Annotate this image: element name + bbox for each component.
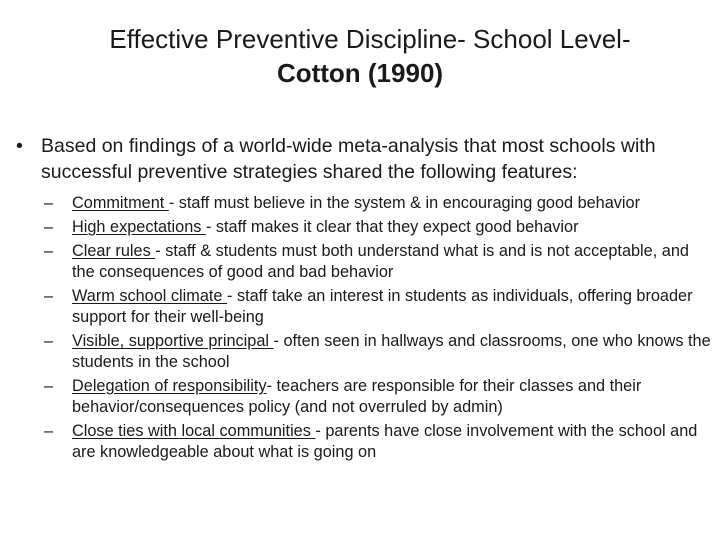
feature-item [44,193,716,214]
feature-description: - often seen in hallways and classrooms, one who knows the students in the school [72,332,711,371]
feature-description: - staff take an interest in students as individuals, offering broader support for their well-being [72,287,693,326]
bullet-dot-icon: • [16,135,23,157]
dash-bullet-icon: – [44,194,54,212]
dash-bullet-icon: – [44,332,54,350]
slide-title [0,22,720,90]
feature-term: Clear rules [72,242,156,260]
feature-term: Warm school climate [72,287,228,305]
dash-bullet-icon: – [44,377,54,395]
feature-description: - teachers are responsible for their classes and their behavior/consequences policy (and not overruled by admin) [72,377,642,416]
feature-term: Commitment [72,194,169,212]
dash-bullet-icon: – [44,422,54,440]
feature-term: Delegation of responsibility [72,377,267,395]
feature-description: - staff must believe in the system & in encouraging good behavior [168,194,641,212]
title-line-1: Effective Preventive Discipline- School Level- [109,24,631,54]
feature-item [44,286,716,328]
feature-item [44,421,716,463]
main-bullet [16,133,716,185]
dash-bullet-icon: – [44,287,54,305]
feature-description: - parents have close involvement with the school and are knowledgeable about what is going on [72,422,698,461]
dash-bullet-icon: – [44,218,54,236]
feature-item [44,241,716,283]
feature-term: Close ties with local communities [72,422,316,440]
feature-list [44,193,716,466]
dash-bullet-icon: – [44,242,54,260]
feature-item [44,331,716,373]
feature-item [44,376,716,418]
feature-description: - staff makes it clear that they expect good behavior [205,218,579,236]
main-bullet-text: Based on findings of a world-wide meta-analysis that most schools with successful preventive strategies shared the following features: [41,135,656,183]
feature-term: Visible, supportive principal [72,332,274,350]
feature-term: High expectations [72,218,206,236]
title-line-2: Cotton (1990) [276,58,444,88]
feature-description: - staff & students must both understand what is and is not acceptable, and the consequences of good and bad behavior [72,242,689,281]
feature-item [44,217,716,238]
